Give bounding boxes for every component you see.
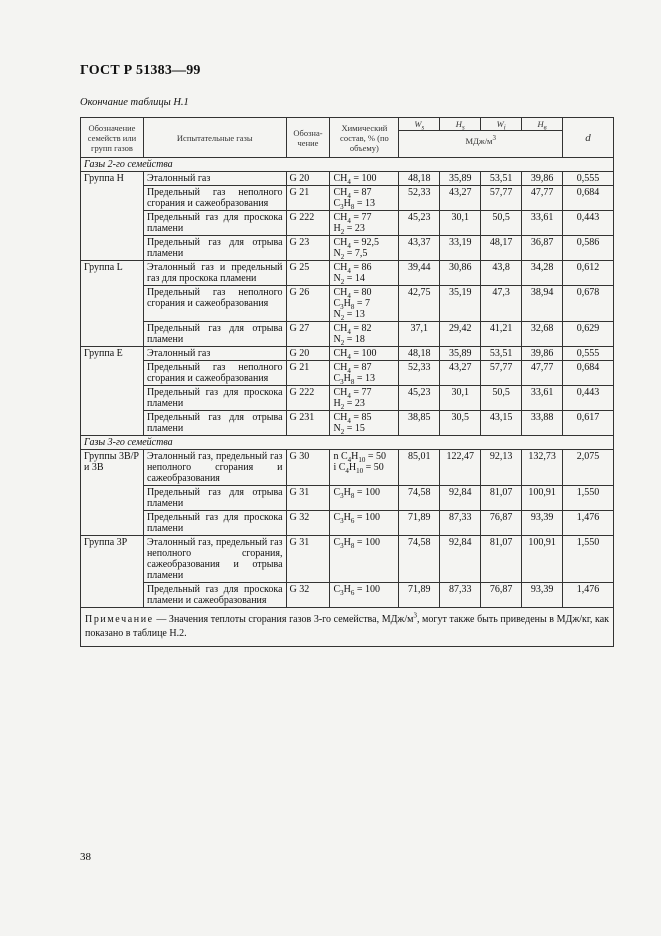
value-hs: 30,1 <box>440 211 481 236</box>
gas-name: Предельный газ для отрыва пламени <box>143 411 286 436</box>
table-row <box>81 211 614 236</box>
value-d: 0,586 <box>563 236 614 261</box>
value-d: 0,443 <box>563 211 614 236</box>
value-hi: 93,39 <box>522 583 563 608</box>
composition-line: $C_3H_8 = 13$ <box>333 373 375 386</box>
value-hi: 47,77 <box>522 361 563 386</box>
composition <box>330 486 399 511</box>
value-hi: 33,61 <box>522 211 563 236</box>
section-row <box>81 158 614 172</box>
value-d: 0,617 <box>563 411 614 436</box>
value-wi: 43,15 <box>481 411 522 436</box>
col-header-unit: МДж/$м^3$ <box>399 131 563 158</box>
gas-code: G 26 <box>286 286 330 322</box>
value-hs: 30,5 <box>440 411 481 436</box>
value-hs: 35,89 <box>440 172 481 186</box>
col-header-ws: $W_s$ <box>399 118 440 131</box>
table-row <box>81 322 614 347</box>
gas-name: Эталонный газ <box>143 347 286 361</box>
value-ws: 45,23 <box>399 386 440 411</box>
value-hi: 93,39 <box>522 511 563 536</box>
gas-name: Предельный газ для проскока пламени <box>143 386 286 411</box>
value-hs: 87,33 <box>440 583 481 608</box>
value-ws: 45,23 <box>399 211 440 236</box>
composition-line: $N_2 = 15$ <box>333 423 365 436</box>
table-row <box>81 361 614 386</box>
composition-line: $CH_4 = 85$ <box>333 412 372 425</box>
composition-line: $CH_4 = 86$ <box>333 262 372 275</box>
value-d: 1,550 <box>563 536 614 583</box>
value-hs: 35,89 <box>440 347 481 361</box>
value-hi: 132,73 <box>522 450 563 486</box>
table-row <box>81 511 614 536</box>
col-header-designation: Обозна-чение <box>286 118 330 158</box>
group-name: Группы 3B/P и 3B <box>81 450 144 536</box>
gas-code: G 25 <box>286 261 330 286</box>
col-header-hi: $H_в$ <box>522 118 563 131</box>
value-d: 1,550 <box>563 486 614 511</box>
gas-name: Предельный газ для проскока пламени <box>143 211 286 236</box>
value-ws: 37,1 <box>399 322 440 347</box>
composition-line: $H_2 = 23$ <box>333 398 365 411</box>
gas-name: Предельный газ для отрыва пламени <box>143 236 286 261</box>
composition <box>330 236 399 261</box>
composition <box>330 347 399 361</box>
composition-line: $CH_4 = 92,5$ <box>333 237 379 250</box>
composition <box>330 536 399 583</box>
composition <box>330 583 399 608</box>
gas-name: Эталонный газ <box>143 172 286 186</box>
table-row <box>81 386 614 411</box>
composition-line: $N_2 = 18$ <box>333 334 365 347</box>
composition-line: $N_2 = 14$ <box>333 273 365 286</box>
composition-line: $C_3H_6 = 100$ <box>333 584 380 597</box>
group-name: Группа 3P <box>81 536 144 608</box>
value-d: 0,678 <box>563 286 614 322</box>
composition-line: $H_2 = 23$ <box>333 223 365 236</box>
value-hs: 92,84 <box>440 486 481 511</box>
col-header-family: Обозначение семейств или групп газов <box>81 118 144 158</box>
value-hs: 35,19 <box>440 286 481 322</box>
value-hi: 34,28 <box>522 261 563 286</box>
value-hs: 43,27 <box>440 361 481 386</box>
table-row <box>81 450 614 486</box>
composition-line: $CH_4 = 87$ <box>333 362 372 375</box>
value-wi: 76,87 <box>481 511 522 536</box>
gas-name: Предельный газ для проскока пламени и сажеобразования <box>143 583 286 608</box>
composition <box>330 361 399 386</box>
value-wi: 81,07 <box>481 486 522 511</box>
table-row <box>81 172 614 186</box>
composition <box>330 411 399 436</box>
gas-code: G 222 <box>286 211 330 236</box>
gas-code: G 23 <box>286 236 330 261</box>
value-ws: 43,37 <box>399 236 440 261</box>
gas-code: G 21 <box>286 361 330 386</box>
composition-line: $CH_4 = 100$ <box>333 173 377 186</box>
value-wi: 43,8 <box>481 261 522 286</box>
composition-line: $C_3H_6 = 100$ <box>333 512 380 525</box>
composition-line: $N_2 = 13$ <box>333 309 365 322</box>
composition <box>330 211 399 236</box>
gas-code: G 32 <box>286 511 330 536</box>
value-d: 1,476 <box>563 511 614 536</box>
table-caption: Окончание таблицы Н.1 <box>80 97 189 108</box>
value-wi: 41,21 <box>481 322 522 347</box>
value-wi: 76,87 <box>481 583 522 608</box>
group-name: Группа H <box>81 172 144 261</box>
value-hi: 36,87 <box>522 236 563 261</box>
value-wi: 57,77 <box>481 361 522 386</box>
group-name: Группа E <box>81 347 144 436</box>
composition-line: $C_3H_8 = 100$ <box>333 537 380 550</box>
col-header-wi: $W_i$ <box>481 118 522 131</box>
composition-line: $CH_4 = 77$ <box>333 387 372 400</box>
value-hs: 30,86 <box>440 261 481 286</box>
value-hi: 33,61 <box>522 386 563 411</box>
group-name: Группа L <box>81 261 144 347</box>
page-number: 38 <box>80 851 91 863</box>
table-row <box>81 411 614 436</box>
gas-name: Предельный газ для проскока пламени <box>143 511 286 536</box>
section-row <box>81 436 614 450</box>
composition-line: $C_3H_8 = 13$ <box>333 198 375 211</box>
value-wi: 50,5 <box>481 211 522 236</box>
composition <box>330 286 399 322</box>
value-hi: 32,68 <box>522 322 563 347</box>
value-ws: 85,01 <box>399 450 440 486</box>
composition <box>330 172 399 186</box>
value-hi: 33,88 <box>522 411 563 436</box>
value-ws: 74,58 <box>399 536 440 583</box>
gas-name: Эталонный газ, предельный газ неполного сгорания, сажеобразования и отрыва пламени <box>143 536 286 583</box>
value-d: 0,612 <box>563 261 614 286</box>
value-wi: 92,13 <box>481 450 522 486</box>
composition <box>330 511 399 536</box>
composition <box>330 450 399 486</box>
value-hs: 92,84 <box>440 536 481 583</box>
table-row <box>81 236 614 261</box>
value-ws: 52,33 <box>399 361 440 386</box>
gas-name: Предельный газ неполного сгорания и сажеобразования <box>143 186 286 211</box>
composition <box>330 186 399 211</box>
value-d: 0,555 <box>563 347 614 361</box>
col-header-gas: Испытательные газы <box>143 118 286 158</box>
value-hs: 43,27 <box>440 186 481 211</box>
composition-line: $C_3H_8 = 7$ <box>333 298 370 311</box>
value-wi: 81,07 <box>481 536 522 583</box>
section-title: Газы 2-го семейства <box>81 158 614 172</box>
composition <box>330 322 399 347</box>
value-hi: 38,94 <box>522 286 563 322</box>
col-header-hs: $H_s$ <box>440 118 481 131</box>
value-ws: 39,44 <box>399 261 440 286</box>
table-note: Примечание — Значения теплоты сгорания газов 3-го семейства, МДж/$м^3$, могут также быть приведены в МДж/кг, как показано в таблице Н.2. <box>81 608 614 647</box>
composition-line: $CH_4 = 77$ <box>333 212 372 225</box>
composition-line: $CH_4 = 82$ <box>333 323 372 336</box>
value-wi: 53,51 <box>481 172 522 186</box>
value-hs: 122,47 <box>440 450 481 486</box>
gas-code: G 30 <box>286 450 330 486</box>
composition-line: $CH_4 = 100$ <box>333 348 377 361</box>
composition-line: i $C_4H_{10} = 50$ <box>333 462 384 475</box>
value-hs: 87,33 <box>440 511 481 536</box>
value-wi: 50,5 <box>481 386 522 411</box>
value-ws: 38,85 <box>399 411 440 436</box>
value-wi: 47,3 <box>481 286 522 322</box>
value-hs: 30,1 <box>440 386 481 411</box>
composition <box>330 261 399 286</box>
value-d: 0,443 <box>563 386 614 411</box>
gas-name: Предельный газ для отрыва пламени <box>143 322 286 347</box>
table-row <box>81 286 614 322</box>
gas-name: Эталонный газ и предельный газ для проскока пламени <box>143 261 286 286</box>
value-ws: 71,89 <box>399 511 440 536</box>
composition-line: $C_3H_8 = 100$ <box>333 487 380 500</box>
value-hi: 100,91 <box>522 536 563 583</box>
value-ws: 52,33 <box>399 186 440 211</box>
value-hi: 100,91 <box>522 486 563 511</box>
value-d: 2,075 <box>563 450 614 486</box>
gas-table <box>80 117 614 647</box>
gas-code: G 20 <box>286 347 330 361</box>
gas-code: G 231 <box>286 411 330 436</box>
gas-name: Предельный газ неполного сгорания и сажеобразования <box>143 286 286 322</box>
value-ws: 74,58 <box>399 486 440 511</box>
gas-code: G 31 <box>286 486 330 511</box>
value-ws: 71,89 <box>399 583 440 608</box>
page-title: ГОСТ Р 51383—99 <box>80 63 201 78</box>
value-wi: 48,17 <box>481 236 522 261</box>
value-d: 0,629 <box>563 322 614 347</box>
value-hi: 39,86 <box>522 172 563 186</box>
value-hs: 33,19 <box>440 236 481 261</box>
composition-line: n $C_4H_{10} = 50$ <box>333 451 386 464</box>
composition <box>330 386 399 411</box>
col-header-d: d <box>563 118 614 158</box>
value-hi: 39,86 <box>522 347 563 361</box>
section-title: Газы 3-го семейства <box>81 436 614 450</box>
composition-line: $CH_4 = 80$ <box>333 287 372 300</box>
value-ws: 48,18 <box>399 347 440 361</box>
table-row <box>81 583 614 608</box>
gas-name: Эталонный газ, предельный газ неполного сгорания и сажеобразования <box>143 450 286 486</box>
gas-code: G 21 <box>286 186 330 211</box>
value-hi: 47,77 <box>522 186 563 211</box>
value-d: 0,555 <box>563 172 614 186</box>
table-row <box>81 347 614 361</box>
gas-name: Предельный газ неполного сгорания и сажеобразования <box>143 361 286 386</box>
value-wi: 57,77 <box>481 186 522 211</box>
value-ws: 42,75 <box>399 286 440 322</box>
value-d: 1,476 <box>563 583 614 608</box>
gas-code: G 20 <box>286 172 330 186</box>
value-ws: 48,18 <box>399 172 440 186</box>
gas-code: G 222 <box>286 386 330 411</box>
value-d: 0,684 <box>563 186 614 211</box>
gas-code: G 31 <box>286 536 330 583</box>
value-wi: 53,51 <box>481 347 522 361</box>
table-row <box>81 536 614 583</box>
table-row <box>81 261 614 286</box>
composition-line: $N_2 = 7,5$ <box>333 248 368 261</box>
gas-code: G 27 <box>286 322 330 347</box>
gas-name: Предельный газ для отрыва пламени <box>143 486 286 511</box>
composition-line: $CH_4 = 87$ <box>333 187 372 200</box>
gas-code: G 32 <box>286 583 330 608</box>
value-hs: 29,42 <box>440 322 481 347</box>
col-header-composition: Химический состав, % (по объему) <box>330 118 399 158</box>
table-row <box>81 486 614 511</box>
table-row <box>81 186 614 211</box>
value-d: 0,684 <box>563 361 614 386</box>
